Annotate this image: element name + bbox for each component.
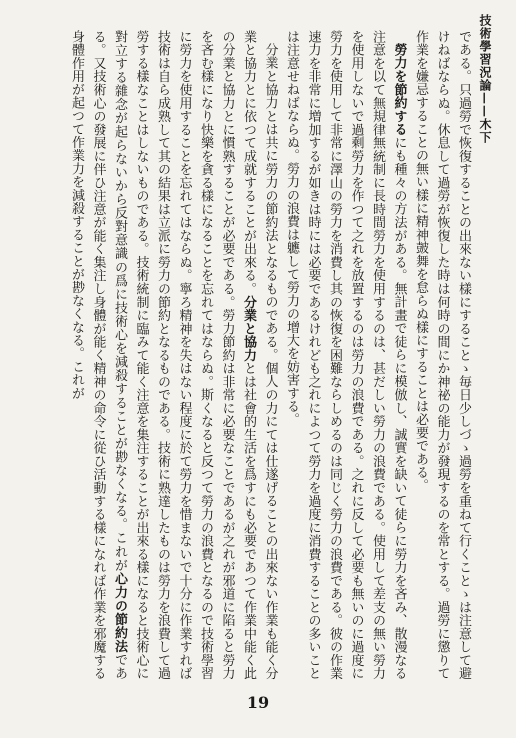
bold-term: 勞力を節約する: [391, 43, 407, 136]
paragraph-text: 分業と協力とは共に勞力の節約法となるものである。個人の力にては仕遂げることの出來ない作業も能く分業と協力とに依つて成就することが出來る。: [241, 30, 278, 680]
paragraph-text: である。只過勞で恢復することの出來ない樣にすることゝ毎日少しづゝ過勞を重ねて行くことゝは注意して避けねばならぬ。休息して過勞が恢復した時は何時の間にか神祕の能力が發現するのを常とする。過勞に懲りて作業を嫌忌することの無い樣に精神皷舞を怠らぬ樣にすることは必要である。: [413, 30, 471, 680]
paragraph: [410, 30, 475, 680]
paragraph-text: とは社會的生活を爲すにも必要であつて作業中能く此の分業と協力とに慣熟することが必要である。勞力節約は非常に必要なことであるが之れが邪道に陷ると勞力を吝む樣になり快樂を貪る樣になることを忘れてはならぬ。斯くなると反つて勞力の浪費となるので技術學習に勞力を使用することを忘れてはならぬ。寧ろ精神を失はない程度に於て勞力を惜まないで十分に作業すれば技術は自ら成熟して其の結果は立派に勞力の節約となるものである。技術に熟達したものは勞力を浪費して過勞する樣なことはしないものである。技術統制に臨みて能く注意を集注することが出來る樣になると技術心に對立する雜念が起らないから反對意識の爲に技術心を減殺することが尠なくなる。これが: [112, 30, 256, 680]
paragraph: [281, 30, 410, 680]
running-header: 技術學習況論——木下: [478, 14, 492, 144]
bold-term: 分業と協力: [241, 295, 256, 362]
paragraph-text: である。又技術心の發展に伴ひ注意が能く集注し身體が能く精神の命令に從ひ活動する樣になれば作業を邪魔する身體作用が起つて作業力を減殺することが尠なくなる。これが: [69, 30, 127, 680]
paragraph-text: にも種々の方法がある。無計畫で徒らに模倣し、誠實を缺いて徒らに勞力を吝み、散漫なる注意を以て無規律無統制に長時間勞力を使用するのは、甚だしい勞力の浪費である。使用して差支の無い勞力を使用しないで過剩勞力を作つて之れを放置するのは勞力の浪費である。之れに反して必要も無いのに過度に勞力を使用して非常に澤山の勞力を消費し其の恢復を困難ならしめるのは同じく勞力の浪費である。彼の作業速力を非常に増加するが如きは時には必要であるけれども之れによつて勞力を過度に消費することの多いことは注意せねばならぬ。勞力の浪費は軈して勞力の增大を妨害する。: [284, 30, 407, 680]
page-number: 19: [246, 693, 270, 712]
bold-term: 心力の節約法: [112, 571, 127, 654]
body-text: [22, 30, 474, 680]
paragraph: [66, 30, 281, 680]
